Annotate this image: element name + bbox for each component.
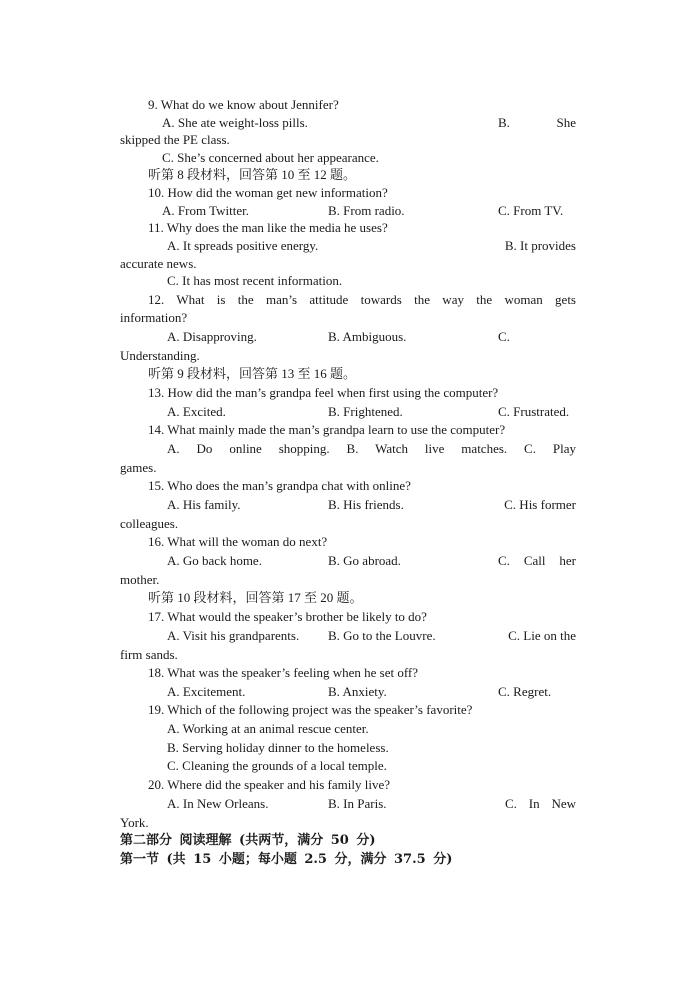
q15-option-c: C. His former <box>504 497 576 512</box>
q11-option-b-cont: accurate news. <box>120 256 197 271</box>
q13-option-a: A. Excited. <box>167 404 226 419</box>
question-9: 9. What do we know about Jennifer? <box>148 97 339 112</box>
q11-option-b: B. It provides <box>504 238 576 253</box>
question-13: 13. How did the man’s grandpa feel when first using the computer? <box>148 385 499 400</box>
q14-option-c-cont: games. <box>120 460 157 475</box>
q15-option-a: A. His family. <box>167 497 241 512</box>
q20-option-c: C. In New <box>505 796 576 811</box>
question-12-cont: information? <box>120 310 188 325</box>
section-10-header: 听第 10 段材料，回答第 17 至 20 题。 <box>148 590 363 605</box>
question-11: 11. Why does the man like the media he uses? <box>148 220 388 235</box>
q13-option-c: C. Frustrated. <box>498 404 570 419</box>
q12-option-c-cont: Understanding. <box>120 348 200 363</box>
q10-option-c: C. From TV. <box>498 203 564 218</box>
q19-option-b: B. Serving holiday dinner to the homeless. <box>167 740 389 755</box>
q16-option-a: A. Go back home. <box>167 553 262 568</box>
q17-option-c: C. Lie on the <box>508 628 576 643</box>
q9-option-b-cont: skipped the PE class. <box>120 132 230 147</box>
question-19: 19. Which of the following project was the speaker’s favorite? <box>148 702 473 717</box>
section-9-header: 听第 9 段材料，回答第 13 至 16 题。 <box>148 366 357 381</box>
q17-option-c-cont: firm sands. <box>120 647 178 662</box>
part-2-heading: 第二部分 阅读理解 (共两节，满分 50 分) <box>120 833 376 848</box>
question-14: 14. What mainly made the man’s grandpa learn to use the computer? <box>148 422 506 437</box>
q19-option-c: C. Cleaning the grounds of a local temple. <box>167 758 387 773</box>
question-10: 10. How did the woman get new information? <box>148 185 388 200</box>
section-8-header: 听第 8 段材料，回答第 10 至 12 题。 <box>148 167 357 182</box>
q9-option-b-start: She <box>556 115 576 130</box>
q14-options: A. Do online shopping. B. Watch live matches. C. Play <box>167 441 576 456</box>
question-18: 18. What was the speaker’s feeling when he set off? <box>148 665 419 680</box>
q12-option-c: C. <box>498 329 510 344</box>
q16-option-b: B. Go abroad. <box>328 553 401 568</box>
q10-option-a: A. From Twitter. <box>162 203 249 218</box>
q13-option-b: B. Frightened. <box>328 404 403 419</box>
q12-option-a: A. Disapproving. <box>167 329 257 344</box>
q19-option-a: A. Working at an animal rescue center. <box>167 721 369 736</box>
q15-option-c-cont: colleagues. <box>120 516 179 531</box>
question-12: 12. What is the man’s attitude towards the way the woman gets <box>148 292 576 307</box>
q12-option-b: B. Ambiguous. <box>328 329 407 344</box>
question-17: 17. What would the speaker’s brother be likely to do? <box>148 609 427 624</box>
q18-option-a: A. Excitement. <box>167 684 246 699</box>
q20-option-c-cont: York. <box>120 815 149 830</box>
q9-option-b-label: B. <box>498 115 510 130</box>
q9-option-a: A. She ate weight-loss pills. <box>162 115 308 130</box>
question-15: 15. Who does the man’s grandpa chat with online? <box>148 478 411 493</box>
q11-option-a: A. It spreads positive energy. <box>167 238 319 253</box>
q17-option-b: B. Go to the Louvre. <box>328 628 436 643</box>
q16-option-c: C. Call her <box>498 553 576 568</box>
section-1-heading: 第一节 (共 15 小题；每小题 2.5 分，满分 37.5 分) <box>120 852 453 867</box>
question-16: 16. What will the woman do next? <box>148 534 328 549</box>
q10-option-b: B. From radio. <box>328 203 405 218</box>
q17-option-a: A. Visit his grandparents. <box>167 628 300 643</box>
q9-option-c: C. She’s concerned about her appearance. <box>162 150 379 165</box>
q20-option-b: B. In Paris. <box>328 796 387 811</box>
q18-option-b: B. Anxiety. <box>328 684 387 699</box>
question-20: 20. Where did the speaker and his family live? <box>148 777 390 792</box>
q16-option-c-cont: mother. <box>120 572 160 587</box>
q11-option-c: C. It has most recent information. <box>167 273 343 288</box>
q18-option-c: C. Regret. <box>498 684 552 699</box>
q15-option-b: B. His friends. <box>328 497 404 512</box>
q20-option-a: A. In New Orleans. <box>167 796 269 811</box>
